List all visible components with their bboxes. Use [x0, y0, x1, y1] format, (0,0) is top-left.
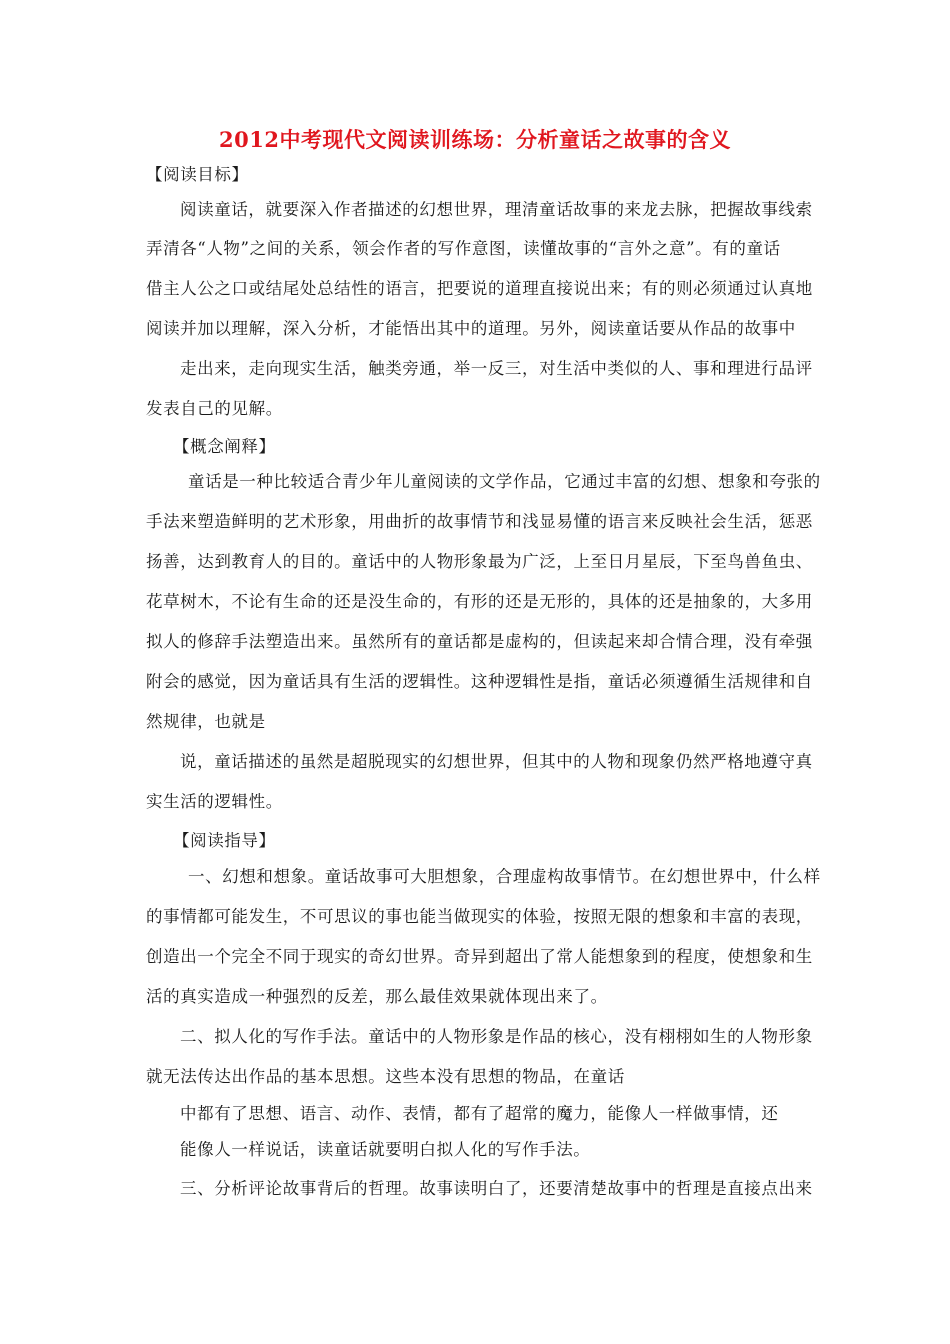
paragraph-line: 的事情都可能发生，不可思议的事也能当做现实的体验，按照无限的想象和丰富的表现， — [146, 907, 813, 926]
paragraph-line: 附会的感觉，因为童话具有生活的逻辑性。这种逻辑性是指，童话必须遵循生活规律和自 — [146, 672, 813, 691]
paragraph-line: 阅读并加以理解，深入分析，才能悟出其中的道理。另外，阅读童话要从作品的故事中 — [146, 319, 796, 338]
section-heading-reading-goal: 【阅读目标】 — [146, 165, 249, 184]
section-heading-guidance: 【阅读指导】 — [173, 831, 276, 850]
paragraph-line: 花草树木，不论有生命的还是没生命的，有形的还是无形的，具体的还是抽象的，大多用 — [146, 592, 813, 611]
paragraph-line: 二、拟人化的写作手法。童话中的人物形象是作品的核心，没有栩栩如生的人物形象 — [180, 1027, 813, 1046]
paragraph-line: 拟人的修辞手法塑造出来。虽然所有的童话都是虚构的，但读起来却合情合理，没有牵强 — [146, 632, 813, 651]
paragraph-line: 弄清各“人物”之间的关系，领会作者的写作意图，读懂故事的“言外之意”。有的童话 — [146, 239, 781, 258]
paragraph-line: 扬善，达到教育人的目的。童话中的人物形象最为广泛，上至日月星辰，下至鸟兽鱼虫、 — [146, 552, 813, 571]
paragraph-line: 活的真实造成一种强烈的反差，那么最佳效果就体现出来了。 — [146, 987, 608, 1006]
paragraph-line: 中都有了思想、语言、动作、表情，都有了超常的魔力，能像人一样做事情，还 — [180, 1104, 779, 1123]
paragraph-line: 手法来塑造鲜明的艺术形象，用曲折的故事情节和浅显易懂的语言来反映社会生活，惩恶 — [146, 512, 813, 531]
section-heading-concept: 【概念阐释】 — [173, 437, 276, 456]
paragraph-line: 说，童话描述的虽然是超脱现实的幻想世界，但其中的人物和现象仍然严格地遵守真 — [180, 752, 813, 771]
paragraph-line: 然规律，也就是 — [146, 712, 266, 731]
paragraph-line: 童话是一种比较适合青少年儿童阅读的文学作品，它通过丰富的幻想、想象和夸张的 — [188, 472, 821, 491]
document-title: 2012中考现代文阅读训练场：分析童话之故事的含义 — [219, 127, 731, 152]
paragraph-line: 实生活的逻辑性。 — [146, 792, 283, 811]
paragraph-line: 走出来，走向现实生活，触类旁通，举一反三，对生活中类似的人、事和理进行品评 — [180, 359, 813, 378]
paragraph-line: 能像人一样说话，读童话就要明白拟人化的写作手法。 — [180, 1140, 591, 1159]
paragraph-line: 创造出一个完全不同于现实的奇幻世界。奇异到超出了常人能想象到的程度，使想象和生 — [146, 947, 813, 966]
paragraph-line: 三、分析评论故事背后的哲理。故事读明白了，还要清楚故事中的哲理是直接点出来 — [180, 1179, 813, 1198]
paragraph-line: 一、幻想和想象。童话故事可大胆想象，合理虚构故事情节。在幻想世界中，什么样 — [188, 867, 821, 886]
paragraph-line: 阅读童话，就要深入作者描述的幻想世界，理清童话故事的来龙去脉，把握故事线索 — [180, 200, 813, 219]
paragraph-line: 借主人公之口或结尾处总结性的语言，把要说的道理直接说出来；有的则必须通过认真地 — [146, 279, 813, 298]
paragraph-line: 发表自己的见解。 — [146, 399, 283, 418]
paragraph-line: 就无法传达出作品的基本思想。这些本没有思想的物品，在童话 — [146, 1067, 625, 1086]
